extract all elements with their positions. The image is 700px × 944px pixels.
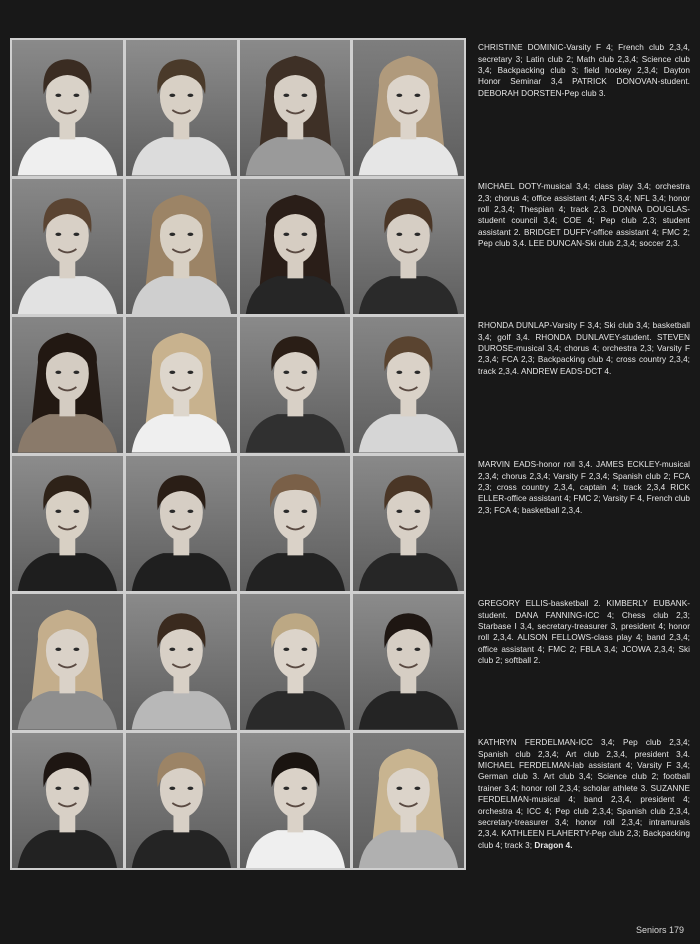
portrait-grid xyxy=(10,38,466,870)
caption-row-5: GREGORY ELLIS-basketball 2. KIMBERLY EUBANK-student. DANA FANNING-ICC 4; Chess club 2,3; Starbase I 3,4, secretary-treasurer 3, president 4; honor roll 2,3,4. ALISON FELLOWS-class play 4; band 2,3,4; office assistant 4; FMC 2; FBLA 3,4; JCOWA 2,3,4; Ski club 2; softball 2. xyxy=(478,599,690,666)
student-portrait xyxy=(12,40,123,176)
page-footer: Seniors 179 xyxy=(635,925,684,935)
student-portrait xyxy=(240,40,351,176)
student-portrait xyxy=(126,40,237,176)
student-portrait xyxy=(126,179,237,315)
student-portrait xyxy=(12,179,123,315)
student-portrait xyxy=(240,456,351,592)
caption-row-2: MICHAEL DOTY-musical 3,4; class play 3,4; orchestra 2,3; chorus 4; office assistant 4; AFS 3,4; NFL 3,4; honor roll 2,3,4; Thespian 4; track 2,3. DONNA DOUGLAS-student council 3,4; COE 4; Pep club 2,3; student assistant 2. BRIDGET DUFFY-office assistant 4; FMC 2; Pep club 3,4. LEE DUNCAN-Ski club 2,3,4; soccer 2,3. xyxy=(478,182,690,249)
student-portrait xyxy=(353,733,464,869)
student-portrait xyxy=(12,594,123,730)
student-portrait xyxy=(353,179,464,315)
student-portrait xyxy=(240,317,351,453)
caption-column xyxy=(478,34,690,874)
student-portrait xyxy=(353,594,464,730)
student-portrait xyxy=(353,317,464,453)
caption-row-4: MARVIN EADS-honor roll 3,4. JAMES ECKLEY-musical 2,3,4; chorus 2,3,4; Varsity F 2,3,4; Spanish club 2; FCA 2,3; cross country 2,3,4, captain 4; track 2,3,4 RICK ELLER-office assistant 4; FMC 2; Varsity F 4, French club 2,3; FCA 4; basketball 2,3,4. xyxy=(478,460,690,515)
student-portrait xyxy=(240,733,351,869)
caption-row-3: RHONDA DUNLAP-Varsity F 3,4; Ski club 3,4; basketball 3,4; golf 3,4. RHONDA DUNLAVEY-student. STEVEN DUROSE-musical 3,4; chorus 4; orchestra 2,3; Varsity F 2,3,4; FCA 2,3; Backpacking club 4; cross country 2,3,4; track 2,3,4. ANDREW EADS-DCT 4. xyxy=(478,321,690,376)
student-portrait xyxy=(353,40,464,176)
student-portrait xyxy=(12,317,123,453)
student-portrait xyxy=(353,456,464,592)
caption-row-6 xyxy=(478,737,690,851)
student-portrait xyxy=(12,733,123,869)
student-portrait xyxy=(126,733,237,869)
caption-row-6-text: KATHRYN FERDELMAN-ICC 3,4; Pep club 2,3,4; Spanish club 2,3,4; Art club 2,3,4, president 3,4. MICHAEL FERDELMAN-lab assistant 4; Varsity F 3,4; German club 3. Art club 3,4; Science club 2; football trainer 3,4; honor roll 2,3,4; scholar athlete 3. SUZANNE FERDELMAN-musical 4; band 2,3,4, president 4; orchestra 4; ICC 4; Pep club 2,3,4; Spanish club 2,3,4, secretary-treasurer 3,4; honor roll 2,3,4; intramurals 2,3,4. KATHLEEN FLAHERTY-Pep club 2,3; Backpacking club 4; track 3; xyxy=(478,738,690,850)
caption-row-1: CHRISTINE DOMINIC-Varsity F 4; French club 2,3,4, secretary 3; Latin club 2; Math club 2,3,4; Science club 3,4; Backpacking club 3; field hockey 2,3,4; Dayton Honor Seminar 3,4 PATRICK DONOVAN-student. DEBORAH DORSTEN-Pep club 3. xyxy=(478,43,690,98)
student-portrait xyxy=(240,594,351,730)
student-portrait xyxy=(126,594,237,730)
student-portrait xyxy=(126,456,237,592)
student-portrait xyxy=(240,179,351,315)
caption-row-6-emphasis: Dragon 4. xyxy=(534,840,573,850)
student-portrait xyxy=(12,456,123,592)
student-portrait xyxy=(126,317,237,453)
